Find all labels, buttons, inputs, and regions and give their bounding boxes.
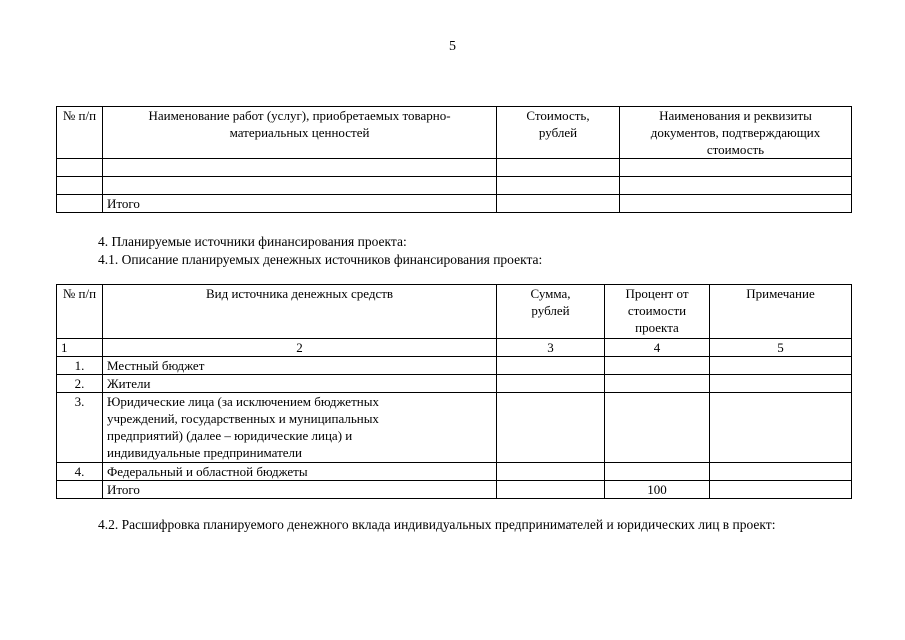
cell-empty — [710, 463, 852, 481]
header-cost: Стоимость, рублей — [497, 107, 620, 159]
source-name: Юридические лица (за исключением бюджетных учреждений, государственных и муниципальных предприятий) (далее – юридические лица) и индивидуальные предприниматели — [103, 393, 497, 463]
cell-empty — [57, 159, 103, 177]
table-header-row — [57, 285, 852, 339]
column-number: 1 — [57, 339, 103, 357]
works-cost-table — [56, 106, 852, 213]
table-row — [57, 357, 852, 375]
column-number: 4 — [605, 339, 710, 357]
column-number: 2 — [103, 339, 497, 357]
cell-empty — [605, 357, 710, 375]
cell-empty — [103, 159, 497, 177]
cell-empty — [710, 393, 852, 463]
table-row — [57, 177, 852, 195]
cell-empty — [497, 357, 605, 375]
cell-empty — [497, 159, 620, 177]
cell-empty — [620, 159, 852, 177]
table-row — [57, 375, 852, 393]
header-number: № п/п — [57, 285, 103, 339]
source-name: Местный бюджет — [103, 357, 497, 375]
cell-empty — [57, 195, 103, 213]
source-name: Федеральный и областной бюджеты — [103, 463, 497, 481]
header-source-type: Вид источника денежных средств — [103, 285, 497, 339]
total-label: Итого — [103, 481, 497, 499]
section-4-heading: 4. Планируемые источники финансирования проекта: — [98, 234, 407, 249]
table-row — [57, 393, 852, 463]
header-work-name: Наименование работ (услуг), приобретаемых товарно-материальных ценностей — [103, 107, 497, 159]
cell-empty — [710, 375, 852, 393]
cell-empty — [605, 463, 710, 481]
total-row — [57, 195, 852, 213]
header-percent: Процент от стоимости проекта — [605, 285, 710, 339]
section-4-2-paragraph: 4.2. Расшифровка планируемого денежного вклада индивидуальных предпринимателей и юридических лиц в проект: — [98, 517, 776, 532]
table-header-row — [57, 107, 852, 159]
cell-empty — [497, 375, 605, 393]
column-number: 5 — [710, 339, 852, 357]
cell-empty — [605, 375, 710, 393]
cell-empty — [710, 481, 852, 499]
cell-empty — [57, 177, 103, 195]
cell-empty — [497, 393, 605, 463]
row-number: 2. — [57, 375, 103, 393]
total-label: Итого — [103, 195, 497, 213]
column-number: 3 — [497, 339, 605, 357]
cell-empty — [497, 463, 605, 481]
row-number: 1. — [57, 357, 103, 375]
header-documents: Наименования и реквизиты документов, подтверждающих стоимость — [620, 107, 852, 159]
table-row — [57, 463, 852, 481]
header-amount: Сумма, рублей — [497, 285, 605, 339]
total-row — [57, 481, 852, 499]
cell-empty — [57, 481, 103, 499]
row-number: 4. — [57, 463, 103, 481]
funding-sources-table — [56, 284, 852, 499]
cell-empty — [497, 481, 605, 499]
row-number: 3. — [57, 393, 103, 463]
table-row — [57, 159, 852, 177]
cell-empty — [605, 393, 710, 463]
source-name: Жители — [103, 375, 497, 393]
cell-empty — [497, 177, 620, 195]
cell-empty — [497, 195, 620, 213]
column-numbers-row — [57, 339, 852, 357]
header-number: № п/п — [57, 107, 103, 159]
total-percent: 100 — [605, 481, 710, 499]
header-note: Примечание — [710, 285, 852, 339]
cell-empty — [710, 357, 852, 375]
cell-empty — [620, 195, 852, 213]
cell-empty — [103, 177, 497, 195]
page-number: 5 — [449, 39, 456, 54]
cell-empty — [620, 177, 852, 195]
section-4-1-heading: 4.1. Описание планируемых денежных источников финансирования проекта: — [98, 252, 543, 267]
